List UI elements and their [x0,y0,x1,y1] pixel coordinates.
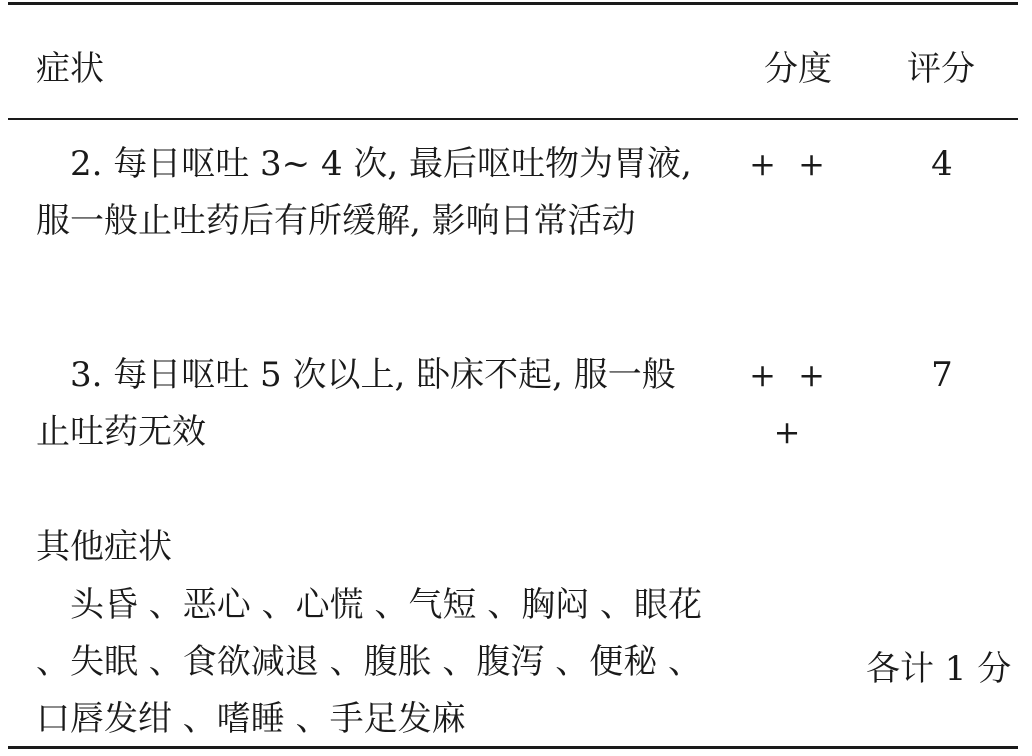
header-symptom: 症状 [36,49,104,89]
header-score: 评分 [907,49,975,89]
row-3-description: 3. 每日呕吐 5 次以上, 卧床不起, 服一般止吐药无效 [36,355,676,452]
table-top-rule [8,2,1018,5]
other-symptoms-score: 各计 1 分 [866,649,1012,689]
table-header-rule [8,118,1018,120]
row-2-description: 2. 每日呕吐 3~ 4 次, 最后呕吐物为胃液, 服一般止吐药后有所缓解, 影响日常活动 [36,144,692,241]
header-grade: 分度 [764,49,832,89]
row-3-grade: + + + [749,356,831,451]
other-symptoms-title: 其他症状 [36,527,172,567]
row-2-grade: + + [749,145,831,183]
other-symptoms-description: 头昏 、恶心 、心慌 、气短 、胸闷 、眼花 、失眠 、食欲减退 、腹胀 、腹泻 、便秘 、口唇发绀 、嗜睡 、手足发麻 [36,585,703,739]
row-3-score: 7 [931,355,953,395]
row-2-score: 4 [931,144,953,184]
table-bottom-rule [8,746,1018,749]
